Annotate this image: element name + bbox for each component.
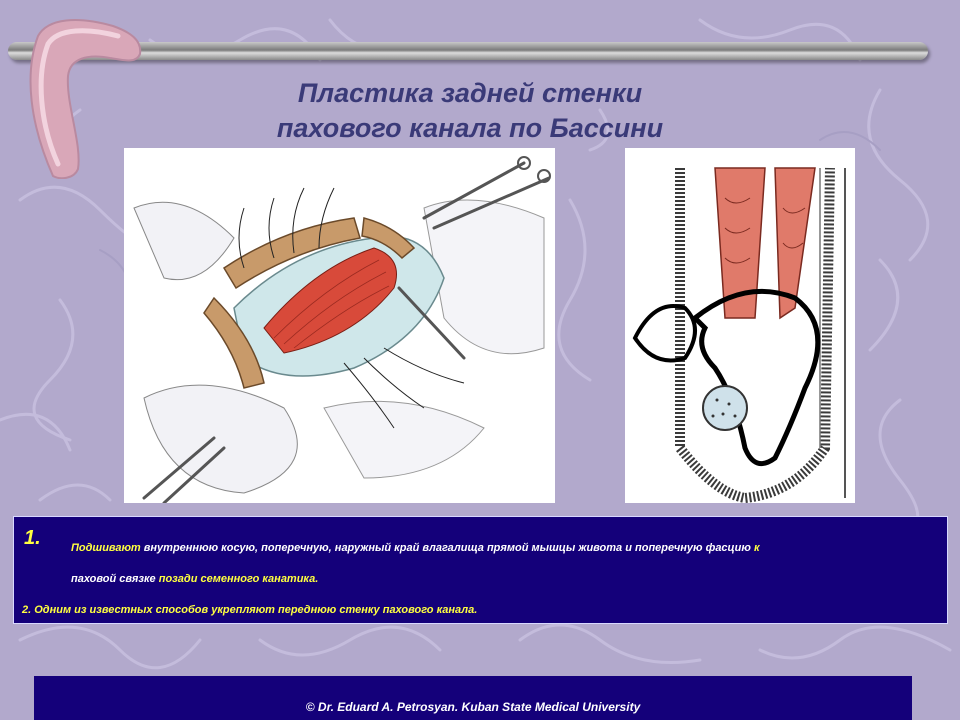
- surgical-field-illustration: [124, 148, 555, 503]
- footer-bar: [34, 676, 912, 720]
- copyright-text: © Dr. Eduard A. Petrosyan. Kuban State Medical University: [305, 700, 641, 714]
- caption-text-1: внутреннюю косую, поперечную, наружный край влагалища прямой мышцы живота и поперечную фасцию: [140, 542, 754, 554]
- caption-text-2: паховой связке: [71, 573, 159, 585]
- caption-line-3: 2. Одним из известных способов укрепляют переднюю стенку пахового канала.: [22, 604, 478, 616]
- title-line-2: пахового канала по Бассини: [276, 113, 664, 143]
- caption-line-1: [71, 541, 941, 555]
- caption-highlight-2: к: [753, 542, 760, 554]
- caption-highlight-1: Подшивают: [71, 542, 141, 554]
- caption-highlight-3: позади семенного канатика.: [158, 573, 319, 585]
- title-line-1: Пластика задней стенки: [297, 78, 643, 108]
- caption-box: [13, 516, 948, 624]
- page-title: [190, 76, 750, 146]
- anatomical-schematic: [625, 148, 855, 503]
- caption-line-2: [71, 572, 941, 586]
- step-number: 1.: [24, 527, 41, 549]
